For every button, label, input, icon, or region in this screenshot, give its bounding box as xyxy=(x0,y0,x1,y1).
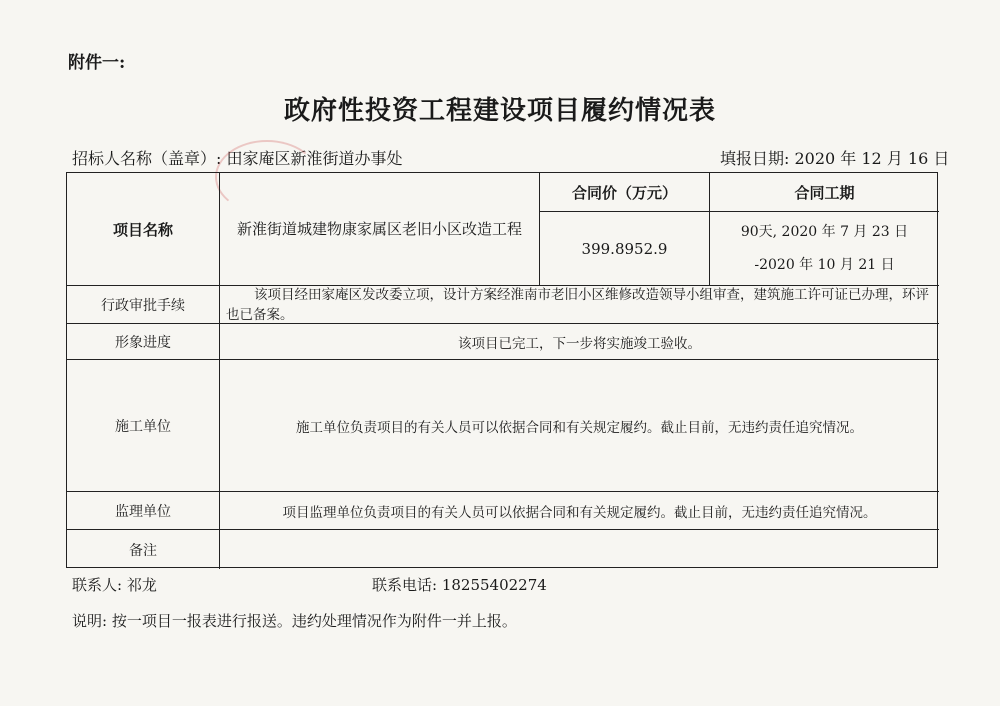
page-title: 政府性投资工程建设项目履约情况表 xyxy=(283,96,716,126)
attachment-label: 附件一: xyxy=(68,53,126,73)
project-name-label: 项目名称 xyxy=(112,220,173,239)
construction-text: 施工单位负责项目的有关人员可以依据合同和有关规定履约。截止目前，无违约责任追究情况。 xyxy=(296,419,863,436)
progress-text: 该项目已完工，下一步将实施竣工验收。 xyxy=(458,335,701,352)
contact-person: 联系人: 祁龙 xyxy=(72,576,157,594)
contract-price-label: 合同价（万元） xyxy=(571,183,677,202)
supervision-label: 监理单位 xyxy=(115,503,171,520)
remarks-text xyxy=(220,530,939,569)
contract-period-label: 合同工期 xyxy=(794,183,855,202)
contract-price-value: 399.8952.9 xyxy=(581,239,668,258)
project-name-value: 新淮街道城建物康家属区老旧小区改造工程 xyxy=(236,220,522,238)
construction-label: 施工单位 xyxy=(115,418,171,435)
contract-period-value xyxy=(710,212,939,285)
approval-text: 该项目经田家庵区发改委立项，设计方案经淮南市老旧小区维修改造领导小组审查，建筑施工许可证已办理，环评也已备案。 xyxy=(226,286,929,323)
note-text: 说明: 按一项目一报表进行报送。违约处理情况作为附件一并上报。 xyxy=(72,612,517,630)
supervision-text: 项目监理单位负责项目的有关人员可以依据合同和有关规定履约。截止目前，无违约责任追究情况。 xyxy=(282,504,877,521)
contract-period-line1: 90天, 2020 年 7 月 23 日 xyxy=(740,223,909,240)
tenderer-name: 招标人名称（盖章）: 田家庵区新淮街道办事处 xyxy=(72,149,403,168)
progress-label: 形象进度 xyxy=(115,334,171,351)
approval-label: 行政审批手续 xyxy=(101,297,185,314)
contract-period-line2: -2020 年 10 月 21 日 xyxy=(754,256,895,273)
fill-date: 填报日期: 2020 年 12 月 16 日 xyxy=(720,149,950,168)
performance-table xyxy=(66,172,938,568)
remarks-label: 备注 xyxy=(129,542,157,559)
contact-phone: 联系电话: 18255402274 xyxy=(372,576,547,594)
